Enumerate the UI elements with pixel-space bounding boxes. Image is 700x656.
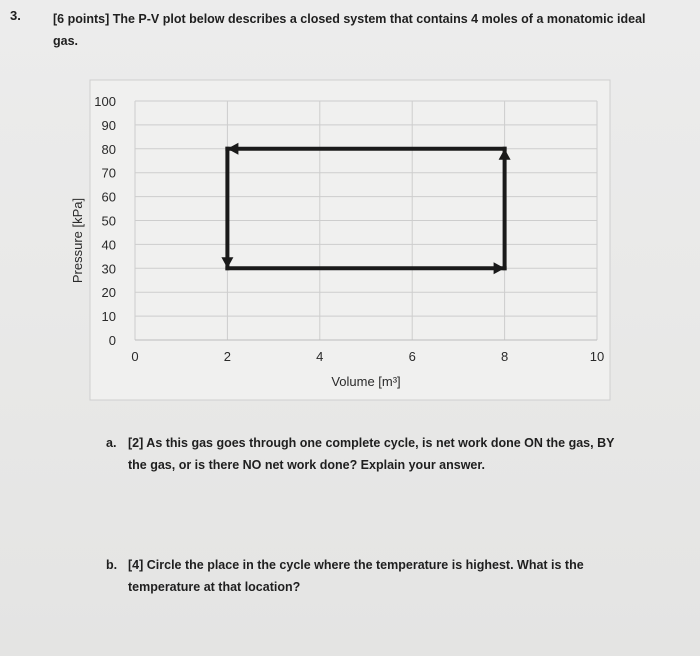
x-tick-label: 2 <box>223 349 232 364</box>
pv-plot <box>70 80 610 400</box>
subquestion-a <box>106 432 628 476</box>
x-tick-label: 0 <box>131 349 139 364</box>
y-tick-label: 40 <box>101 237 116 253</box>
y-tick-label: 60 <box>101 189 116 205</box>
subquestion-b-text: Circle the place in the cycle where the temperature is highest. What is the temperature at that location? <box>128 558 584 594</box>
x-tick-label: 10 <box>589 349 605 364</box>
question-points: [6 points] <box>53 12 110 26</box>
question-text <box>53 8 673 52</box>
y-tick-label: 20 <box>101 285 116 301</box>
question-body: The P-V plot below describes a closed system that contains 4 moles of a monatomic ideal gas. <box>53 12 646 48</box>
y-tick-label: 10 <box>101 309 116 325</box>
y-tick-label: 30 <box>101 261 116 277</box>
y-tick-label: 0 <box>108 333 116 348</box>
y-tick-label: 70 <box>101 165 116 181</box>
y-tick-label: 100 <box>94 94 116 109</box>
subquestion-b-label: b. <box>106 558 118 572</box>
y-tick-label: 90 <box>101 117 116 133</box>
subquestion-a-points: [2] <box>128 436 144 450</box>
y-tick-label: 50 <box>101 213 116 229</box>
subquestion-a-text: As this gas goes through one complete cycle, is net work done ON the gas, BY the gas, or is there NO net work done? Explain your answer. <box>128 436 615 472</box>
x-axis-label: Volume [m³] <box>331 374 401 389</box>
x-tick-label: 8 <box>500 349 509 364</box>
y-axis-label: Pressure [kPa] <box>70 197 85 284</box>
pv-chart-svg <box>70 80 610 400</box>
subquestion-b <box>106 554 598 598</box>
question-number: 3. <box>10 8 21 23</box>
y-tick-label: 80 <box>101 141 116 157</box>
chart-background <box>90 80 610 400</box>
x-tick-label: 4 <box>316 349 324 364</box>
subquestion-b-points: [4] <box>128 558 144 572</box>
x-tick-label: 6 <box>408 349 416 364</box>
subquestion-a-label: a. <box>106 436 117 450</box>
